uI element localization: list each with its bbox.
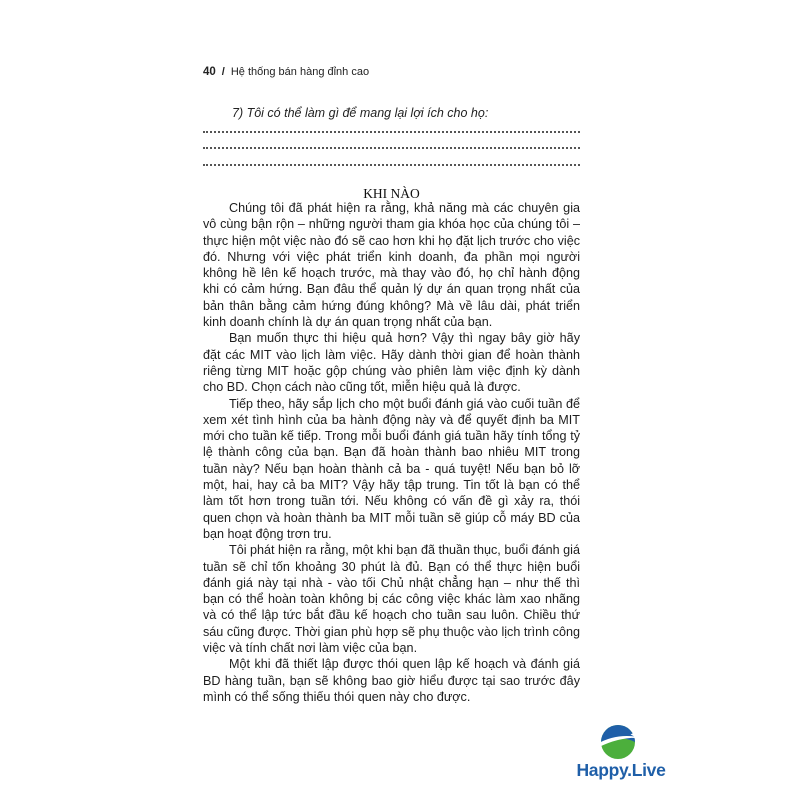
question-text: 7) Tôi có thể làm gì để mang lại lợi ích cho họ:	[232, 106, 489, 120]
paragraph: Bạn muốn thực thi hiệu quả hơn? Vậy thì ngay bây giờ hãy đặt các MIT vào lịch làm việc. Hãy dành thời gian để hoàn thành riêng từng MIT hoặc gộp chúng vào phiên làm việc định kỳ dành cho BD. Chọn cách nào cũng tốt, miễn hiệu quả là được.	[203, 331, 580, 395]
dotted-answer-line	[203, 131, 580, 133]
logo-text: Happy.Live	[576, 760, 666, 780]
page-number: 40	[203, 66, 216, 78]
body-text	[203, 200, 580, 705]
paragraph: Chúng tôi đã phát hiện ra rằng, khả năng mà các chuyên gia vô cùng bận rộn – những người tham gia khóa học của chúng tôi – thực hiện một việc nào đó sẽ cao hơn khi họ đặt lịch trước cho việc đó. Nhưng với việc phát triển kinh doanh, đa phần mọi người không hề lên kế hoạch trước, mà thay vào đó, họ chỉ hành động khi có cảm hứng. Bạn đâu thể quản lý dự án quan trọng nhất của bản thân bằng cảm hứng đúng không? Mà về lâu dài, phát triển kinh doanh chính là dự án quan trọng nhất của bạn.	[203, 201, 580, 330]
book-title: Hệ thống bán hàng đỉnh cao	[230, 66, 370, 78]
page-header	[203, 66, 369, 78]
happy-live-logo	[565, 720, 677, 790]
paragraph: Tôi phát hiện ra rằng, một khi bạn đã thuần thục, buổi đánh giá tuần sẽ chỉ tốn khoảng 30 phút là đủ. Bạn có thể thực hiện buổi đánh giá này tại nhà - vào tối Chủ nhật chẳng hạn – như thế thì bạn có thể hoàn toàn không bị các công việc khác làm xao nhãng và có thể lập tức bắt đầu kế hoạch cho tuần sau luôn. Chiều thứ sáu cũng được. Thời gian phù hợp sẽ phụ thuộc vào lịch trình công việc và tính chất nơi làm việc của bạn.	[203, 543, 580, 656]
dotted-answer-line	[203, 147, 580, 149]
globe-swoosh-icon	[591, 720, 647, 760]
paragraph: Tiếp theo, hãy sắp lịch cho một buổi đánh giá vào cuối tuần để xem xét tình hình của ba hành động này và để quyết định ba MIT mới cho tuần kế tiếp. Trong mỗi buổi đánh giá tuần hãy tính tổng tỷ lệ thành công của bạn. Bạn đã hoàn thành bao nhiêu MIT trong tuần này? Nếu bạn hoàn thành cả ba - quá tuyệt! Nếu bạn bỏ lỡ một, hai, hay cả ba MIT? Vậy hãy tập trung. Tin tốt là bạn có thể làm tốt hơn trong tuần tới. Nếu không có vấn đề gì xảy ra, thói quen chọn và hoàn thành ba MIT mỗi tuần sẽ giúp cỗ máy BD của bạn hoạt động trơn tru.	[203, 396, 580, 541]
dotted-answer-line	[203, 164, 580, 166]
paragraph: Một khi đã thiết lập được thói quen lập kế hoạch và đánh giá BD hàng tuần, bạn sẽ không bao giờ hiểu được tại sao trước đây mình có thể sống thiếu thói quen này cho được.	[203, 657, 580, 704]
section-title: KHI NÀO	[363, 186, 420, 201]
header-separator: /	[221, 66, 225, 78]
